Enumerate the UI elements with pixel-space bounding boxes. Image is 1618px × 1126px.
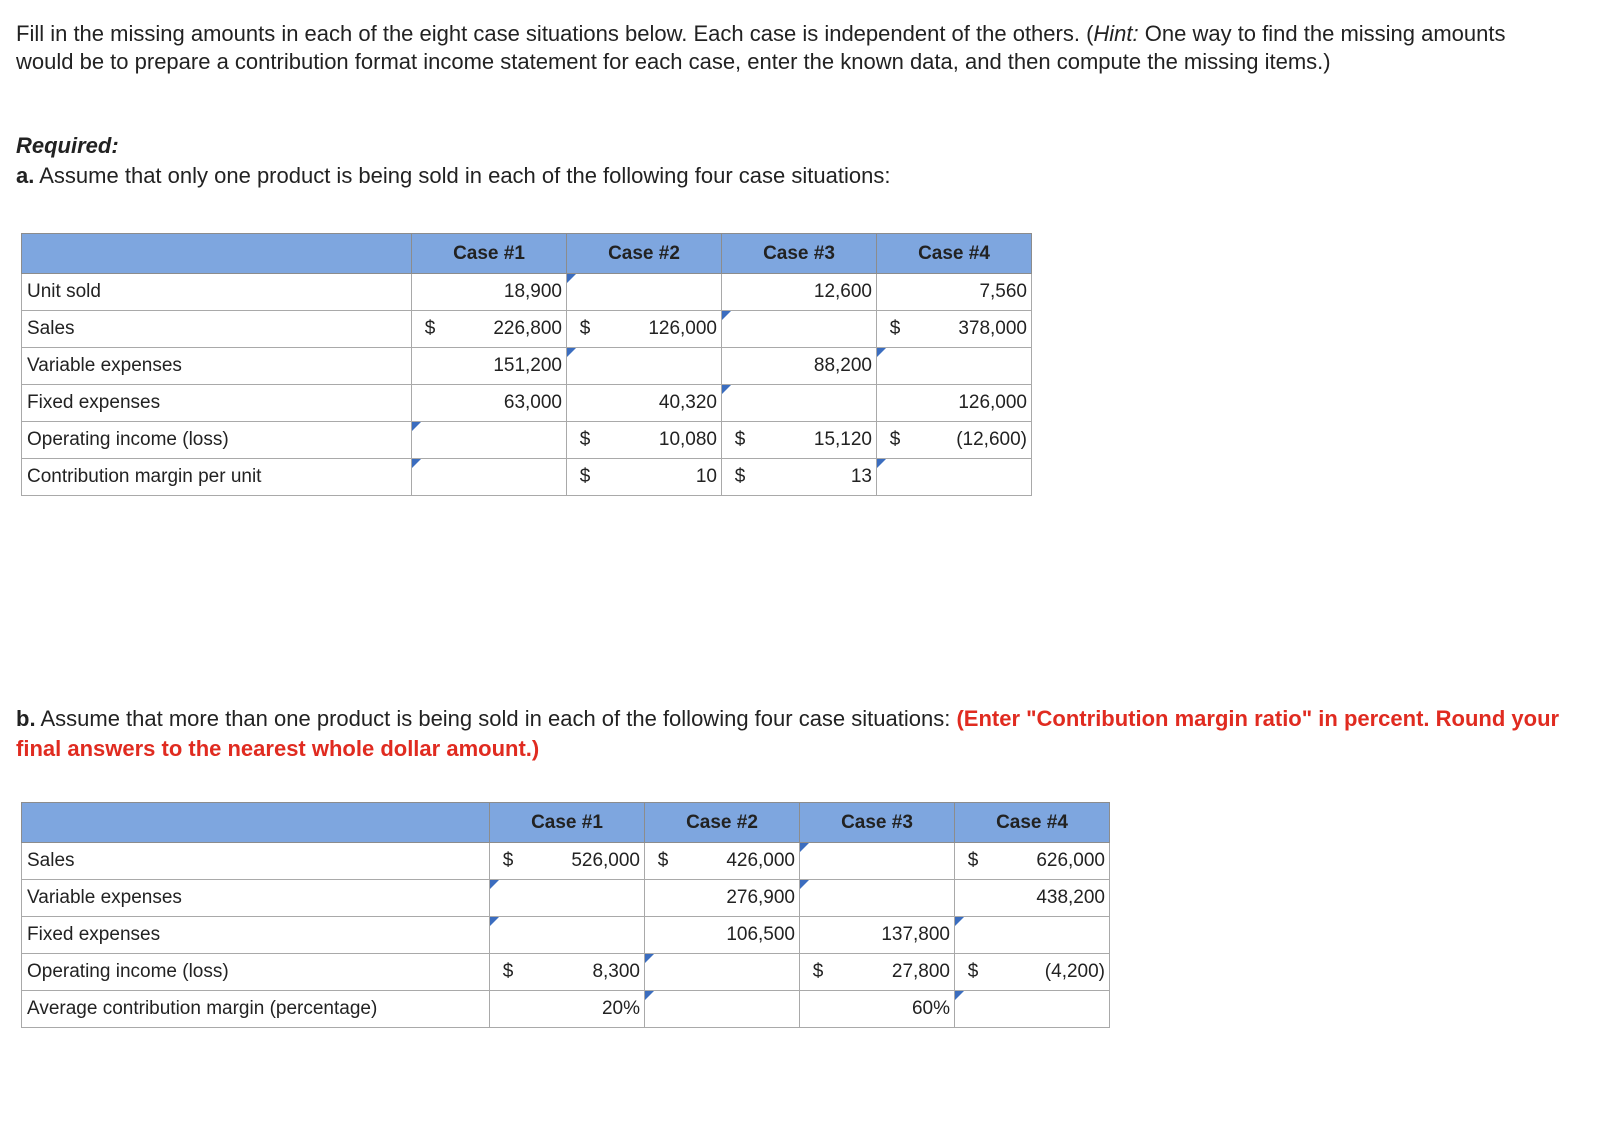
value-cell-content [412, 311, 566, 347]
part-a-header-case-1: Case #1 [412, 234, 567, 274]
row-label: Average contribution margin (percentage) [22, 991, 490, 1028]
cell-value: 137,800 [881, 924, 950, 945]
cell-value: 426,000 [726, 850, 795, 871]
part-a-header-case-3: Case #3 [722, 234, 877, 274]
value-cell [955, 843, 1110, 880]
value-cell-content [722, 459, 876, 495]
answer-input-cell[interactable] [722, 311, 877, 348]
part-a-header-case-4: Case #4 [877, 234, 1032, 274]
cell-value: 18,900 [503, 281, 562, 302]
value-cell-content [490, 843, 644, 879]
cell-value: 40,320 [658, 392, 717, 413]
currency-symbol: $ [889, 429, 901, 450]
answer-input[interactable] [490, 917, 644, 953]
row-label: Fixed expenses [22, 385, 412, 422]
value-cell-content [722, 348, 876, 384]
table-row [22, 880, 1110, 917]
cell-value: 7,560 [979, 281, 1027, 302]
answer-input-cell[interactable] [955, 991, 1110, 1028]
cell-value: 8,300 [592, 961, 640, 982]
value-cell [722, 459, 877, 496]
table-row [22, 311, 1032, 348]
answer-input-cell[interactable] [955, 917, 1110, 954]
currency-symbol: $ [967, 850, 979, 871]
value-cell-content [567, 459, 721, 495]
value-cell [567, 422, 722, 459]
answer-input[interactable] [567, 274, 721, 310]
answer-input[interactable] [877, 459, 1031, 495]
cell-value: 276,900 [726, 887, 795, 908]
value-cell [567, 311, 722, 348]
value-cell-content [412, 274, 566, 310]
value-cell [412, 274, 567, 311]
row-label: Sales [22, 843, 490, 880]
answer-input-cell[interactable] [645, 991, 800, 1028]
part-b-text: Assume that more than one product is being sold in each of the following four case situations: [35, 706, 957, 731]
value-cell-content [800, 917, 954, 953]
answer-input-cell[interactable] [800, 843, 955, 880]
value-cell-content [645, 843, 799, 879]
value-cell-content [645, 880, 799, 916]
cell-value: 106,500 [726, 924, 795, 945]
part-a-text: Assume that only one product is being sold in each of the following four case situations: [34, 163, 891, 188]
answer-input[interactable] [567, 348, 721, 384]
value-cell [412, 385, 567, 422]
currency-symbol: $ [579, 429, 591, 450]
value-cell [800, 917, 955, 954]
answer-input[interactable] [412, 422, 566, 458]
value-cell [722, 348, 877, 385]
value-cell [722, 274, 877, 311]
cell-value: 13 [850, 466, 872, 487]
value-cell-content [800, 954, 954, 990]
instructions-paragraph [16, 20, 1516, 76]
answer-input-cell[interactable] [800, 880, 955, 917]
value-cell-content [722, 274, 876, 310]
table-row [22, 917, 1110, 954]
cell-value: (4,200) [1044, 961, 1105, 982]
currency-symbol: $ [734, 466, 746, 487]
cell-value: 226,800 [493, 318, 562, 339]
value-cell-content [412, 348, 566, 384]
value-cell [490, 843, 645, 880]
currency-symbol: $ [579, 318, 591, 339]
cell-value: 438,200 [1036, 887, 1105, 908]
value-cell [877, 422, 1032, 459]
part-a-header-case-2: Case #2 [567, 234, 722, 274]
table-row [22, 954, 1110, 991]
currency-symbol: $ [657, 850, 669, 871]
answer-input-cell[interactable] [490, 880, 645, 917]
answer-input[interactable] [722, 385, 876, 421]
value-cell-content [955, 954, 1109, 990]
value-cell-content [645, 917, 799, 953]
part-a-header-row [22, 234, 1032, 274]
part-b-header-case-2: Case #2 [645, 803, 800, 843]
table-row [22, 843, 1110, 880]
table-row [22, 274, 1032, 311]
row-label: Fixed expenses [22, 917, 490, 954]
table-row [22, 385, 1032, 422]
cell-value: 526,000 [571, 850, 640, 871]
answer-input[interactable] [955, 991, 1109, 1027]
answer-input-cell[interactable] [412, 459, 567, 496]
value-cell [955, 880, 1110, 917]
value-cell [645, 880, 800, 917]
part-b-header-row [22, 803, 1110, 843]
currency-symbol: $ [579, 466, 591, 487]
currency-symbol: $ [424, 318, 436, 339]
cell-value: 126,000 [648, 318, 717, 339]
part-b-instruction: (Enter "Contribution margin ratio" in percent. Round your final answers to the nearest whole dollar amount.) [16, 706, 1560, 761]
part-b-body [22, 843, 1110, 1028]
row-label: Sales [22, 311, 412, 348]
cell-value: 10 [695, 466, 717, 487]
row-label: Operating income (loss) [22, 422, 412, 459]
value-cell-content [877, 274, 1031, 310]
part-b-header-case-4: Case #4 [955, 803, 1110, 843]
answer-input[interactable] [490, 880, 644, 916]
row-label: Operating income (loss) [22, 954, 490, 991]
cell-value: 151,200 [493, 355, 562, 376]
value-cell [567, 459, 722, 496]
part-a-heading [16, 162, 890, 190]
table-row [22, 991, 1110, 1028]
value-cell [490, 954, 645, 991]
cell-value: 10,080 [658, 429, 717, 450]
value-cell [490, 991, 645, 1028]
part-b-letter: b. [16, 706, 36, 731]
answer-input-cell[interactable] [490, 917, 645, 954]
answer-input[interactable] [645, 954, 799, 990]
cell-value: 12,600 [813, 281, 872, 302]
answer-input[interactable] [645, 991, 799, 1027]
cell-value: 63,000 [503, 392, 562, 413]
value-cell-content [877, 385, 1031, 421]
value-cell [722, 422, 877, 459]
value-cell-content [412, 385, 566, 421]
part-b-worksheet-table [21, 802, 1110, 1028]
currency-symbol: $ [967, 961, 979, 982]
cell-value: 626,000 [1036, 850, 1105, 871]
answer-input-cell[interactable] [722, 385, 877, 422]
instructions-text-end: One way to find the missing amounts would be to prepare a contribution format income statement for each case, enter the known data, and then compute the missing items.) [16, 21, 1506, 74]
cell-value: 20% [601, 998, 640, 1019]
answer-input-cell[interactable] [567, 348, 722, 385]
value-cell [877, 274, 1032, 311]
answer-input-cell[interactable] [645, 954, 800, 991]
cell-value: 126,000 [958, 392, 1027, 413]
answer-input-cell[interactable] [412, 422, 567, 459]
value-cell [800, 991, 955, 1028]
cell-value: 378,000 [958, 318, 1027, 339]
hint-label: Hint: [1093, 21, 1139, 46]
value-cell [800, 954, 955, 991]
value-cell [645, 843, 800, 880]
part-b-header-case-1: Case #1 [490, 803, 645, 843]
part-a-letter: a. [16, 163, 35, 188]
currency-symbol: $ [502, 961, 514, 982]
part-b-header-case-3: Case #3 [800, 803, 955, 843]
value-cell-content [490, 954, 644, 990]
required-label: Required: [16, 133, 119, 158]
row-label: Contribution margin per unit [22, 459, 412, 496]
answer-input-cell[interactable] [877, 348, 1032, 385]
table-row [22, 422, 1032, 459]
part-a-header-blank [22, 234, 412, 274]
value-cell [877, 311, 1032, 348]
table-row [22, 348, 1032, 385]
value-cell-content [722, 422, 876, 458]
value-cell-content [955, 880, 1109, 916]
value-cell [955, 954, 1110, 991]
part-b-heading [16, 704, 1576, 764]
cell-value: 88,200 [813, 355, 872, 376]
value-cell [567, 385, 722, 422]
value-cell-content [877, 422, 1031, 458]
answer-input[interactable] [722, 311, 876, 347]
cell-value: 60% [911, 998, 950, 1019]
cell-value: (12,600) [956, 429, 1027, 450]
cell-value: 15,120 [813, 429, 872, 450]
row-label: Unit sold [22, 274, 412, 311]
currency-symbol: $ [502, 850, 514, 871]
value-cell-content [877, 311, 1031, 347]
part-a-body [22, 274, 1032, 496]
currency-symbol: $ [734, 429, 746, 450]
row-label: Variable expenses [22, 348, 412, 385]
table-row [22, 459, 1032, 496]
answer-input-cell[interactable] [567, 274, 722, 311]
answer-input-cell[interactable] [877, 459, 1032, 496]
value-cell [645, 917, 800, 954]
answer-input[interactable] [412, 459, 566, 495]
value-cell-content [567, 311, 721, 347]
currency-symbol: $ [812, 961, 824, 982]
row-label: Variable expenses [22, 880, 490, 917]
answer-input[interactable] [955, 917, 1109, 953]
answer-input[interactable] [877, 348, 1031, 384]
value-cell-content [955, 843, 1109, 879]
cell-value: 27,800 [891, 961, 950, 982]
currency-symbol: $ [889, 318, 901, 339]
value-cell [412, 311, 567, 348]
part-b-header-blank [22, 803, 490, 843]
answer-input[interactable] [800, 843, 954, 879]
value-cell-content [800, 991, 954, 1027]
value-cell [412, 348, 567, 385]
instructions-text-start: Fill in the missing amounts in each of the eight case situations below. Each case is independent of the others. ( [16, 21, 1094, 46]
value-cell-content [490, 991, 644, 1027]
value-cell [877, 385, 1032, 422]
part-a-worksheet-table [21, 233, 1032, 496]
answer-input[interactable] [800, 880, 954, 916]
value-cell-content [567, 422, 721, 458]
value-cell-content [567, 385, 721, 421]
